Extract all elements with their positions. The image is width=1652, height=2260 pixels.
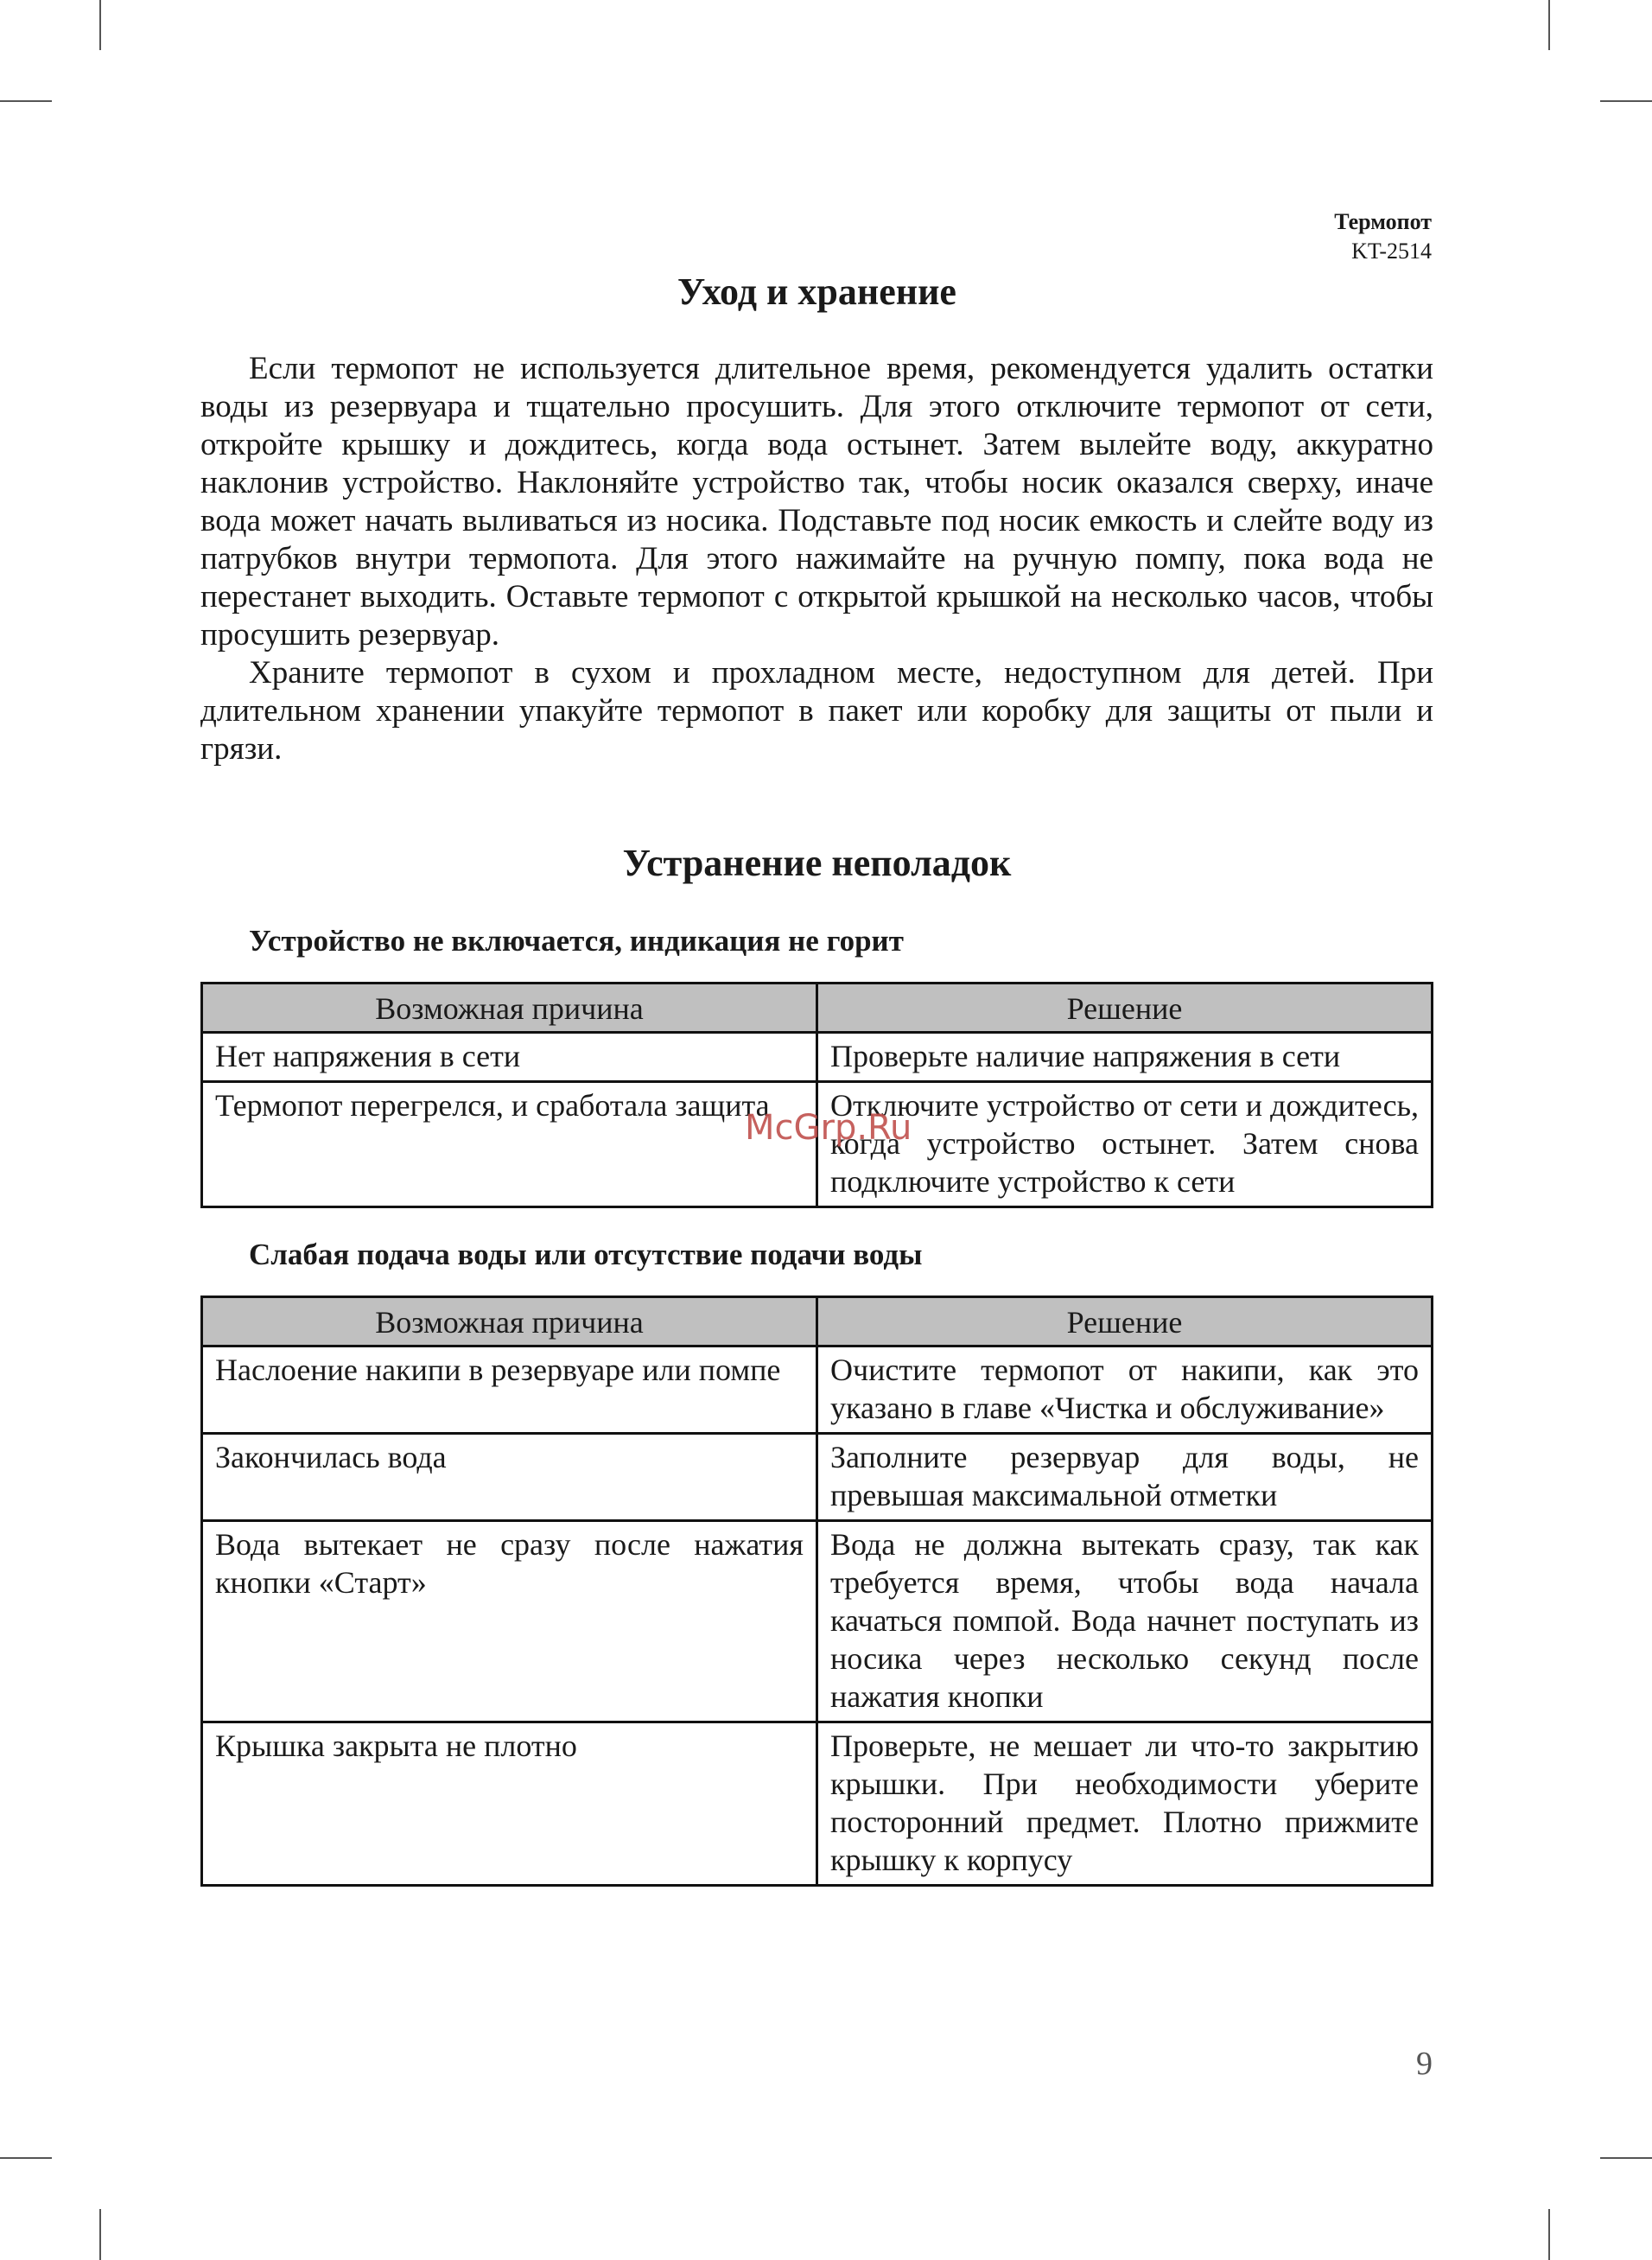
crop-mark-top-left-h (0, 100, 52, 102)
table1-subtitle: Устройство не включается, индикация не горит (249, 924, 904, 958)
solution-cell: Вода не должна вытекать сразу, так как требуется время, чтобы вода начала качаться помпой. Вода начнет поступать из носика через несколько секунд после нажатия кнопки (817, 1521, 1433, 1722)
header-product: Термопот (1334, 209, 1432, 234)
header-model: KT-2514 (1351, 239, 1432, 264)
column-header-solution: Решение (817, 984, 1433, 1033)
table-row (202, 1521, 1433, 1722)
table-row (202, 1346, 1433, 1434)
crop-mark-bottom-left-v (99, 2209, 101, 2260)
watermark: McGrp.Ru (745, 1108, 912, 1148)
cause-cell: Нет напряжения в сети (202, 1033, 817, 1082)
crop-mark-top-right-v (1548, 0, 1550, 50)
care-paragraph: Если термопот не используется длительное время, рекомендуется удалить остатки воды из резервуара и тщательно просушить. Для этого отключите термопот от сети, откройте крышку и дождитесь, когда вода остынет. Затем вылейте воду, аккуратно наклонив устройство. Наклоняйте устройство так, чтобы носик оказался сверху, иначе вода может начать выливаться из носика. Подставьте под носик емкость и слейте воду из патрубков внутри термопота. Для этого нажимайте на ручную помпу, пока вода не перестанет выходить. Оставьте термопот с открытой крышкой на несколько часов, чтобы просушить резервуар. (200, 351, 1433, 653)
cause-cell: Крышка закрыта не плотно (202, 1722, 817, 1886)
cause-cell: Вода вытекает не сразу после нажатия кнопки «Старт» (202, 1521, 817, 1722)
running-header (1334, 207, 1432, 266)
column-header-cause: Возможная причина (202, 984, 817, 1033)
troubleshooting-title: Устранение неполадок (622, 842, 1012, 884)
crop-mark-bottom-right-h (1600, 2157, 1652, 2159)
cause-cell: Наслоение накипи в резервуаре или помпе (202, 1346, 817, 1434)
cause-cell: Термопот перегрелся, и сработала защита (202, 1082, 817, 1207)
table-row (202, 1033, 1433, 1082)
troubleshooting-table-power (200, 982, 1433, 1208)
solution-cell: Проверьте наличие напряжения в сети (817, 1033, 1433, 1082)
troubleshooting-table-water (200, 1296, 1433, 1887)
table2-subtitle: Слабая подача воды или отсутствие подачи воды (249, 1238, 923, 1271)
page-number: 9 (1416, 2046, 1433, 2082)
care-title: Уход и хранение (677, 271, 956, 313)
crop-mark-top-left-v (99, 0, 101, 50)
care-text (200, 350, 1433, 768)
crop-mark-bottom-right-v (1548, 2209, 1550, 2260)
table-header-row (202, 1297, 1433, 1346)
table-header-row (202, 984, 1433, 1033)
table-row (202, 1722, 1433, 1886)
solution-cell: Заполните резервуар для воды, не превышая максимальной отметки (817, 1434, 1433, 1521)
solution-cell: Очистите термопот от накипи, как это указано в главе «Чистка и обслуживание» (817, 1346, 1433, 1434)
solution-cell: Проверьте, не мешает ли что-то закрытию крышки. При необходимости уберите посторонний предмет. Плотно прижмите крышку к корпусу (817, 1722, 1433, 1886)
cause-cell: Закончилась вода (202, 1434, 817, 1521)
table-row (202, 1434, 1433, 1521)
column-header-solution: Решение (817, 1297, 1433, 1346)
crop-mark-top-right-h (1600, 100, 1652, 102)
column-header-cause: Возможная причина (202, 1297, 817, 1346)
solution-cell: Отключите устройство от сети и дождитесь, когда устройство остынет. Затем снова подключите устройство к сети (817, 1082, 1433, 1207)
care-paragraph: Храните термопот в сухом и прохладном месте, недоступном для детей. При длительном хранении упакуйте термопот в пакет или коробку для защиты от пыли и грязи. (200, 655, 1433, 767)
crop-mark-bottom-left-h (0, 2157, 52, 2159)
